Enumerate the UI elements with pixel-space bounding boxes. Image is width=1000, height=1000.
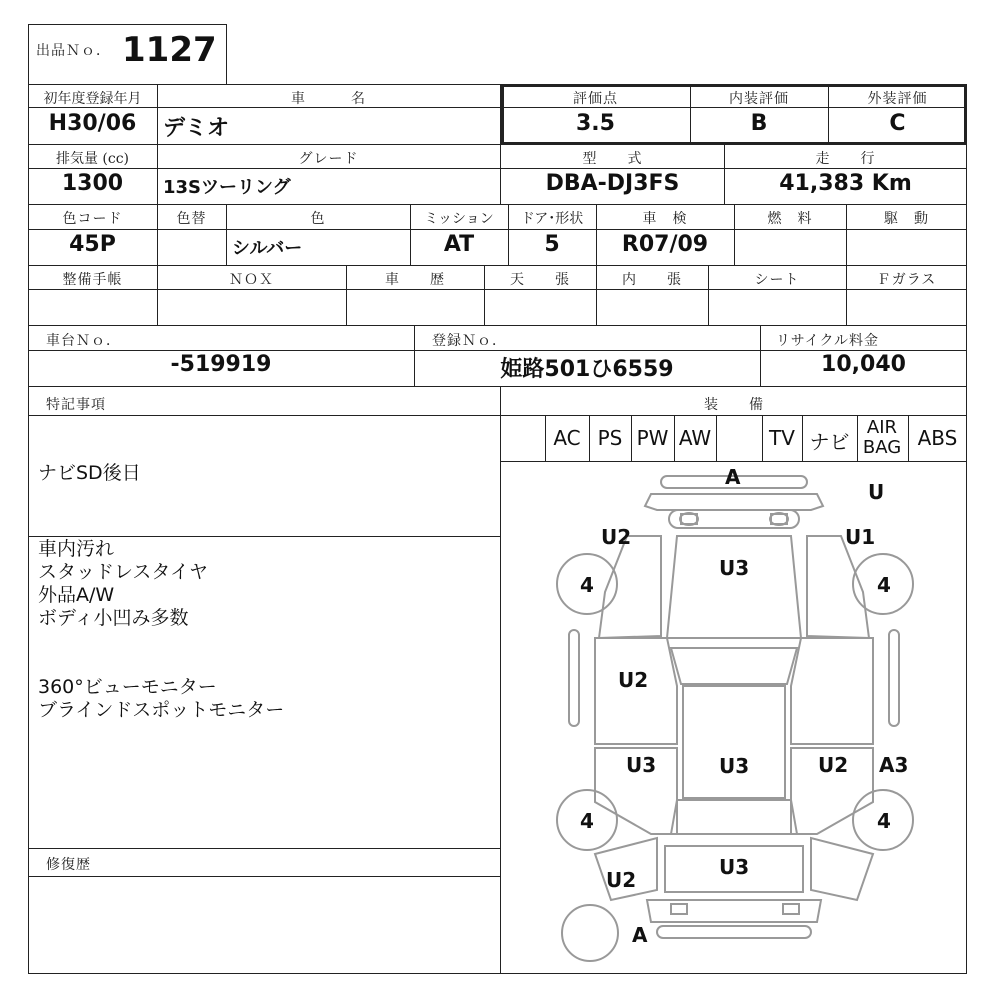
seat-label: シート bbox=[754, 272, 800, 288]
model-value: DBA-DJ3FS bbox=[545, 171, 680, 196]
equipment-label: 装 備 bbox=[704, 397, 764, 413]
equip-abs: ABS bbox=[917, 426, 958, 450]
mileage-value: 41,383 Km bbox=[779, 171, 912, 196]
lot-label: 出品Ｎｏ． bbox=[36, 43, 111, 59]
repair-label: 修復歴 bbox=[46, 857, 91, 873]
interior-value: B bbox=[750, 111, 768, 136]
exterior-value: C bbox=[889, 111, 906, 136]
mark-tire-rl: 4 bbox=[580, 809, 594, 833]
interior-label: 内装評価 bbox=[729, 91, 789, 107]
chassis-label: 車台Ｎｏ． bbox=[46, 333, 121, 349]
mark-rear-bumper: A bbox=[632, 923, 648, 947]
grade-value: 13Sツーリング bbox=[163, 177, 291, 198]
doors-label: ドア･形状 bbox=[520, 211, 584, 227]
first-reg-label: 初年度登録年月 bbox=[43, 91, 142, 107]
mark-left-quarter: U2 bbox=[606, 868, 637, 892]
mark-right-rear-area: A3 bbox=[879, 753, 909, 777]
mark-front-bumper: A bbox=[725, 465, 741, 489]
first-reg-value: H30/06 bbox=[48, 111, 137, 136]
reg-label: 登録Ｎｏ． bbox=[432, 333, 507, 349]
mark-right-fender: U1 bbox=[845, 525, 876, 549]
repaint-label: 色替 bbox=[176, 211, 207, 227]
notes-top: ナビSD後日 bbox=[38, 462, 141, 484]
equip-ps: PS bbox=[597, 426, 623, 450]
equip-tv: TV bbox=[769, 426, 795, 450]
equip-navi: ナビ bbox=[809, 430, 850, 454]
equip-aw: AW bbox=[678, 426, 712, 450]
note-line: ブラインドスポットモニター bbox=[38, 699, 285, 721]
color-value: シルバー bbox=[232, 238, 303, 259]
displacement-value: 1300 bbox=[61, 171, 124, 196]
mark-tire-fr: 4 bbox=[877, 573, 891, 597]
displacement-label: 排気量 (cc) bbox=[55, 151, 130, 167]
grade-label: グレード bbox=[298, 151, 359, 167]
color-code-label: 色コード bbox=[62, 211, 123, 227]
lining-label: 内 張 bbox=[622, 272, 682, 288]
model-label: 型 式 bbox=[582, 151, 643, 167]
note-line: スタッドレスタイヤ bbox=[38, 561, 209, 583]
mission-label: ミッション bbox=[424, 211, 494, 227]
note-line bbox=[38, 653, 284, 676]
car-name-label: 車 名 bbox=[291, 91, 366, 107]
color-label: 色 bbox=[310, 211, 326, 227]
reg-value: 姫路501ひ6559 bbox=[500, 357, 674, 382]
note-line: ボディ小凹み多数 bbox=[38, 607, 189, 629]
equip-airbag: AIR BAG bbox=[862, 417, 902, 458]
mark-left-front-door: U2 bbox=[618, 668, 649, 692]
drive-label: 駆 動 bbox=[884, 211, 929, 227]
exterior-label: 外装評価 bbox=[867, 91, 928, 107]
mark-tire-fl: 4 bbox=[580, 573, 594, 597]
lot-number: 1127 bbox=[122, 30, 217, 70]
notes-label: 特記事項 bbox=[46, 397, 106, 413]
nox-label: ＮＯＸ bbox=[229, 272, 274, 288]
glass-label: Ｆガラス bbox=[876, 272, 937, 288]
fuel-label: 燃 料 bbox=[767, 211, 813, 227]
inspection-label: 車 検 bbox=[642, 211, 688, 227]
doors-value: 5 bbox=[544, 232, 560, 257]
chassis-value: -519919 bbox=[170, 352, 272, 377]
notes-list bbox=[38, 538, 284, 722]
note-line: 外品A/W bbox=[38, 584, 115, 606]
score-label: 評価点 bbox=[573, 91, 618, 107]
maint-label: 整備手帳 bbox=[62, 272, 123, 288]
note-line: 360°ビューモニター bbox=[38, 676, 217, 698]
recycle-label: リサイクル料金 bbox=[776, 333, 880, 349]
car-name-value: デミオ bbox=[163, 116, 230, 141]
car-diagram bbox=[501, 462, 967, 974]
mark-front-u: U bbox=[868, 480, 885, 504]
mark-hood: U3 bbox=[719, 556, 750, 580]
mark-left-rear-door: U3 bbox=[626, 753, 657, 777]
recycle-value: 10,040 bbox=[821, 352, 906, 377]
mark-trunk: U3 bbox=[719, 855, 750, 879]
note-line: 車内汚れ bbox=[38, 538, 115, 560]
mark-tire-rr: 4 bbox=[877, 809, 891, 833]
mark-left-fender: U2 bbox=[601, 525, 632, 549]
inspection-value: R07/09 bbox=[621, 232, 709, 257]
mark-right-rear-door: U2 bbox=[818, 753, 849, 777]
history-label: 車 歴 bbox=[385, 272, 445, 288]
mission-value: AT bbox=[443, 232, 475, 257]
mark-roof: U3 bbox=[719, 754, 750, 778]
equip-ac: AC bbox=[553, 426, 581, 450]
roof-label: 天 張 bbox=[510, 272, 570, 288]
equip-pw: PW bbox=[636, 426, 669, 450]
note-line bbox=[38, 630, 284, 653]
score-value: 3.5 bbox=[576, 111, 615, 136]
color-code-value: 45P bbox=[69, 232, 116, 257]
mileage-label: 走 行 bbox=[815, 151, 876, 167]
